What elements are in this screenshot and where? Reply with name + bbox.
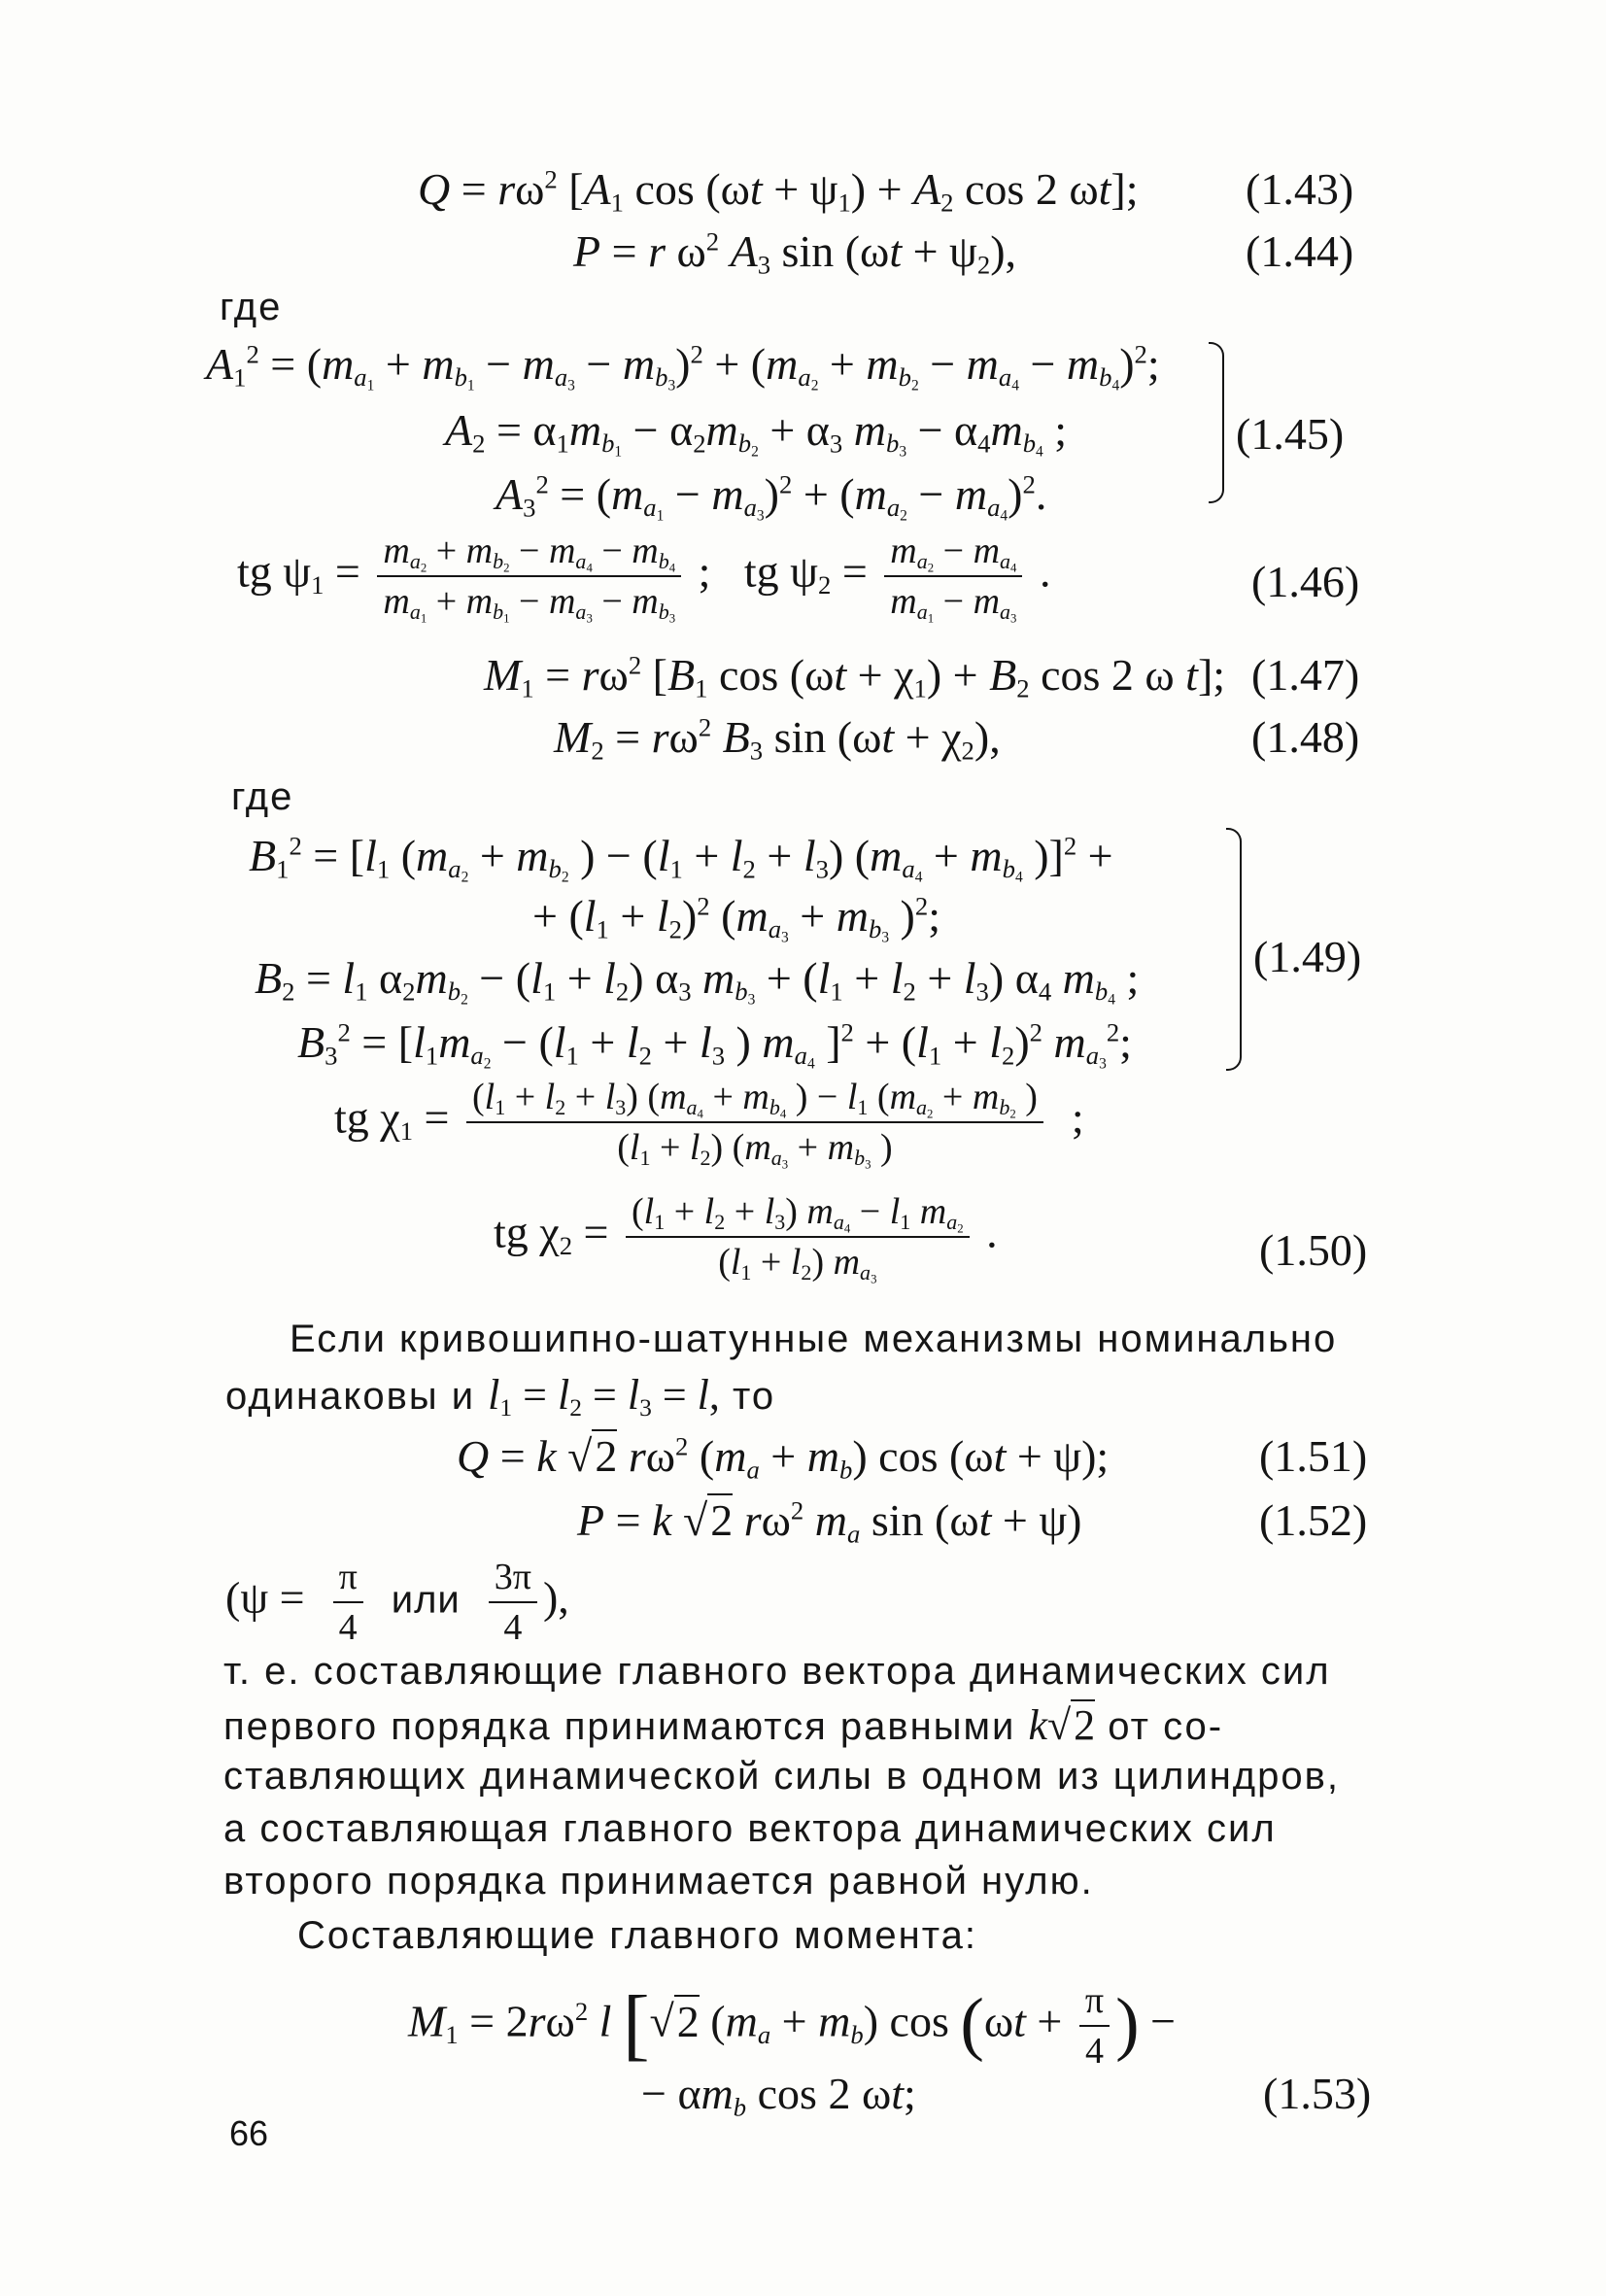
paragraph-line: Если кривошипно-шатунные механизмы номинально xyxy=(290,1318,1338,1360)
equation-1-45-a2: $A_2 = \alpha_1m_{b_1} - \alpha_2m_{b_2} + \alpha_3$ $m_{b_3} - \alpha_4m_{b_4}$ ; xyxy=(445,405,1068,461)
paragraph-text: то xyxy=(733,1375,776,1418)
right-brace xyxy=(1209,342,1224,424)
equation-1-48: $M_2 = r\omega^2$ $B_3$ $\sin (\omega t + \chi_2)$, xyxy=(554,712,1001,766)
page-number: 66 xyxy=(229,2113,269,2153)
equation-1-46: tg $\psi_1$ = $\frac{m_{a_2} + m_{b_2} - m_{a_4} - m_{b_4}}{m_{a_1} + m_{b_1} - m_{a_3} - m_{b_3}}$ ; tg $\psi_2$ = $\frac{m_{a_2} - m_{a_4}}{m_{a_1} - m_{a_3}}$ . xyxy=(237,531,1051,626)
equation-1-52: P = k √2 $r\omega^2$ $m_a$ sin (ωt + ψ) xyxy=(577,1495,1082,1549)
paragraph-text: от со- xyxy=(1108,1705,1224,1748)
paragraph-line: а составляющая главного вектора динамических сил xyxy=(223,1807,1277,1850)
equation-number: (1.49) xyxy=(1253,932,1362,981)
equation-number: (1.47) xyxy=(1251,650,1360,700)
where-label: где xyxy=(220,286,283,328)
equation-1-49-b1-cont: + $(l_1 + l_2)^2$ ($m_{a_3} + m_{b_3}$ )$^2$; xyxy=(532,891,940,946)
paragraph-text: первого порядка принимаются равными xyxy=(223,1705,1016,1748)
equation-tg-chi1: tg $\chi_1$ = $\frac{(l_1 + l_2 + l_3) (m_{a_4} + m_{b_4} ) - l_1 (m_{a_2} + m_{b_2} )}{(l_1 + l_2) (m_{a_3} + m_{b_3} )}$ ; xyxy=(334,1077,1084,1172)
equation-number: (1.50) xyxy=(1259,1225,1368,1275)
paragraph-line: т. е. составляющие главного вектора динамических сил xyxy=(223,1650,1331,1693)
paragraph-line: Составляющие главного момента: xyxy=(297,1914,977,1957)
equation-1-53-cont: − $\alpha m_b$ cos 2 ωt; xyxy=(641,2069,916,2122)
equation-number: (1.43) xyxy=(1246,164,1354,214)
right-brace xyxy=(1209,422,1224,503)
equation-1-51: Q = k √2 $r\omega^2$ $(m_a + m_b)$ cos (ωt + ψ); xyxy=(457,1431,1110,1485)
equation-1-43: $Q = r\omega^2$ [$A_1$ $\cos (\omega t + \psi_1) + A_2$ cos 2 ωt]; xyxy=(418,164,1139,218)
where-label: где xyxy=(231,775,294,818)
inline-equation: k√2 xyxy=(1028,1701,1096,1749)
equation-1-53: $M_1 = 2r\omega^2$ l [√2 $(m_a + m_b)$ cos (ωt + $\frac{\pi}{4}$ ) − xyxy=(408,1978,1177,2072)
equation-number: (1.52) xyxy=(1259,1495,1368,1545)
equation-1-50: tg $\chi_2$ = $\frac{(l_1 + l_2 + l_3) m_{a_4} - l_1 m_{a_2}}{(l_1 + l_2) m_{a_3}}$ . xyxy=(494,1191,998,1286)
equation-1-49-b2: $B_2 = l_1$ $\alpha_2m_{b_2} - (l_1 + l_2)$ $\alpha_3$ $m_{b_3} + (l_1 + l_2 + l_3)$ $\alpha_4$ $m_{b_4}$ ; xyxy=(255,953,1140,1009)
paragraph-line xyxy=(223,1701,1224,1749)
equation-number: (1.46) xyxy=(1251,557,1360,606)
equation-1-45-a3: $A_3^2 = (m_{a_1} - m_{a_3})^2 + (m_{a_2} - m_{a_4})^2$. xyxy=(495,469,1047,525)
inline-equation: $l_1 = l_2 = l_3 = l$, xyxy=(488,1371,720,1422)
right-brace xyxy=(1226,942,1242,1071)
equation-1-45-a1: $A_1^2 = (m_{a_1} + m_{b_1} - m_{a_3} - m_{b_3})^2 + (m_{a_2} + m_{b_2} - m_{a_4} - m_{b_4})^2$; xyxy=(206,339,1160,394)
equation-1-49-b3: $B_3^2 = [l_1m_{a_2} - (l_1 + l_2 + l_3$ ) $m_{a_4}$ ]$^2 + (l_1 + l_2)^2$ $m_{a_3}^2$; xyxy=(297,1017,1132,1073)
equation-psi-values: (ψ = $\frac{\pi}{4}$ или $\frac{3\pi}{4}$ ), xyxy=(225,1557,569,1648)
paragraph-line: ставляющих динамической силы в одном из цилиндров, xyxy=(223,1755,1341,1798)
equation-1-49-b1: $B_1^2 = [l_1$ ($m_{a_2} + m_{b_2}$ ) − $(l_1 + l_2 + l_3) (m_{a_4} + m_{b_4}$ )]$^2$ + xyxy=(249,831,1113,886)
equation-number: (1.51) xyxy=(1259,1431,1368,1481)
or-word: или xyxy=(391,1578,461,1622)
paragraph-text: одинаковы и xyxy=(225,1375,476,1418)
equation-number: (1.53) xyxy=(1263,2069,1372,2118)
equation-number: (1.44) xyxy=(1246,226,1354,276)
paragraph-line xyxy=(225,1371,776,1422)
equation-number: (1.48) xyxy=(1251,712,1360,762)
paragraph-line: второго порядка принимается равной нулю. xyxy=(223,1860,1094,1902)
right-brace xyxy=(1226,828,1242,944)
equation-1-44: P = r $\omega^2$ $A_3$ $\sin (\omega t + \psi_2)$, xyxy=(573,226,1017,280)
equation-number: (1.45) xyxy=(1236,409,1345,459)
equation-1-47: $M_1 = r\omega^2$ [$B_1$ $\cos (\omega t + \chi_1) + B_2$ cos 2 ω t]; xyxy=(484,650,1226,703)
